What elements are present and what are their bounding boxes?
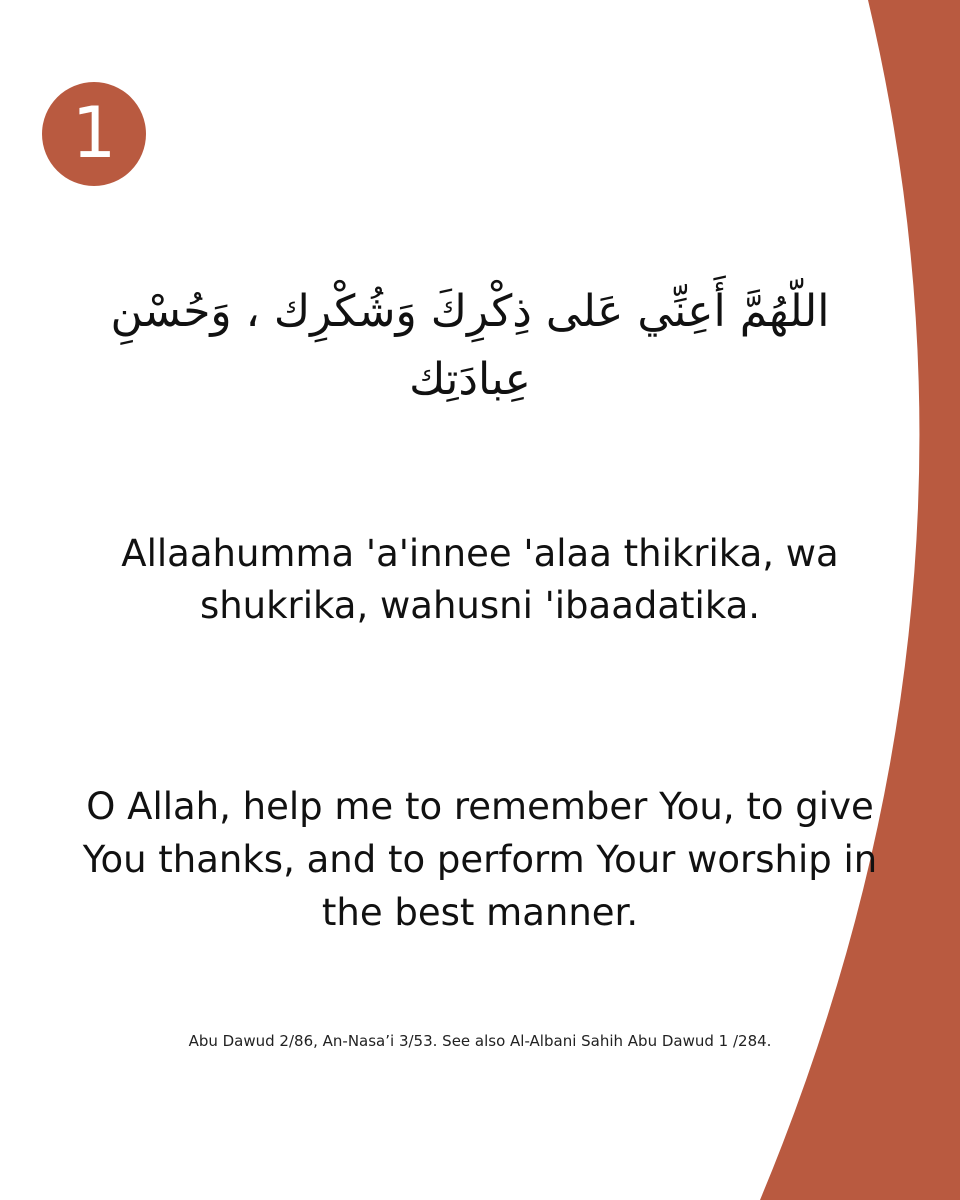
translation-text: O Allah, help me to remember You, to give You thanks, and to perform Your worship in the best manner. — [82, 785, 878, 934]
arabic-dua-text: اللّهُمَّ أَعِنِّي عَلى ذِكْرِكَ وَشُكْرِك ، وَحُسْنِ عِبادَتِك — [110, 286, 830, 405]
reference-citation: Abu Dawud 2/86, An-Nasa’i 3/53. See also Al-Albani Sahih Abu Dawud 1 /284. — [188, 1032, 772, 1050]
number-label: 1 — [71, 92, 117, 174]
number-badge — [42, 82, 146, 186]
transliteration-text: Allaahumma 'a'innee 'alaa thikrika, wa shukrika, wahusni 'ibaadatika. — [121, 532, 839, 627]
